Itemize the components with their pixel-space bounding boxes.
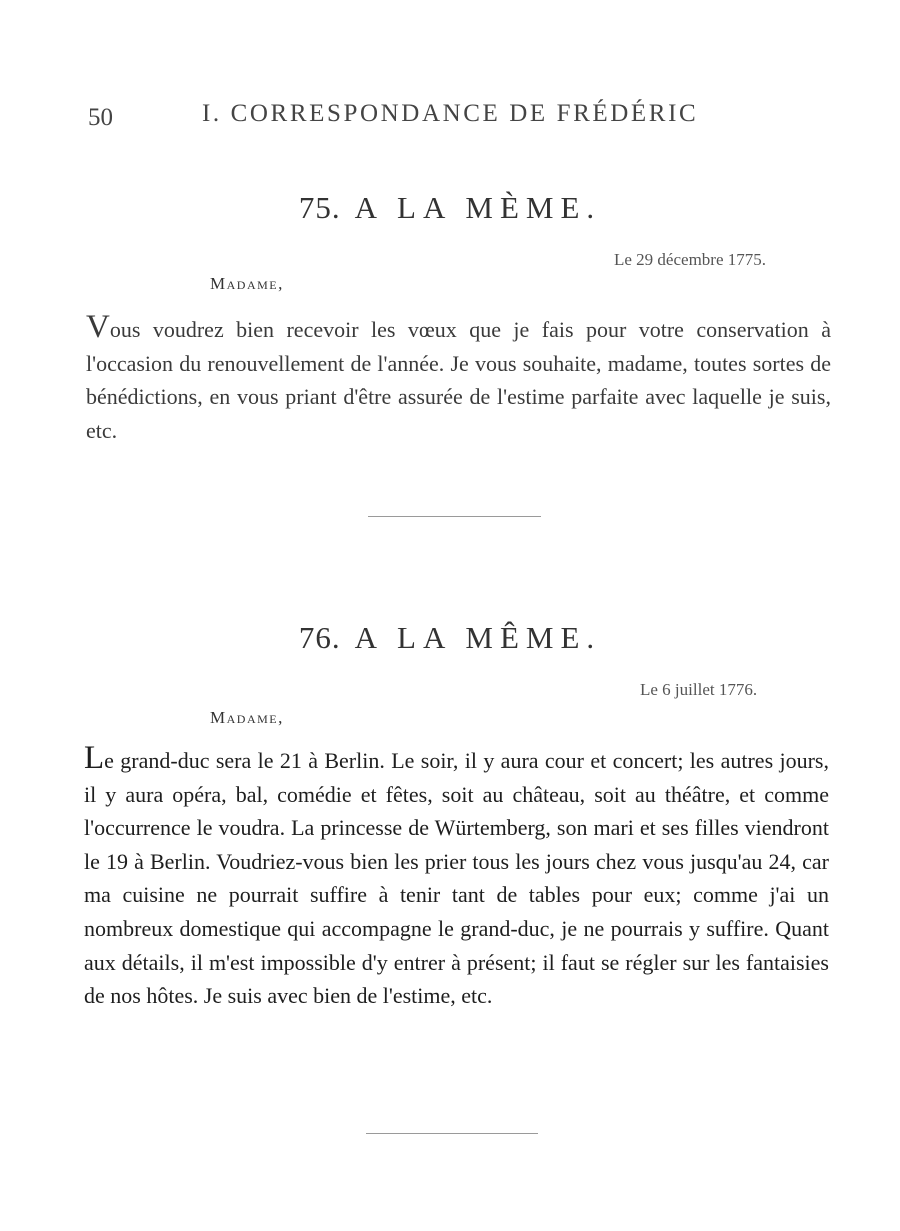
letter-number: 75.: [298, 190, 341, 225]
separator-rule: [368, 516, 541, 517]
page-number: 50: [88, 104, 113, 131]
letter-heading-76: [0, 620, 900, 656]
separator-rule: [366, 1133, 538, 1134]
letter-body-75: Vous voudrez bien recevoir les vœux que je fais pour votre conservation à l'occasion du renouvellement de l'année. Je vous souhaite, madame, toutes sortes de bénédictions, en vous priant d'être assurée de l'estime parfaite avec laquelle je suis, etc.: [86, 309, 831, 444]
letter-number: 76.: [298, 620, 341, 655]
letter-title: A LA MÊME.: [354, 620, 602, 655]
running-head: [88, 100, 728, 136]
salutation-75: Madame,: [210, 274, 284, 293]
letter-date-76: Le 6 juillet 1776.: [640, 680, 758, 699]
running-head-title: I. CORRESPONDANCE DE FRÉDÉRIC: [202, 100, 699, 127]
letter-date-75: Le 29 décembre 1775.: [614, 250, 766, 269]
letter-body-76: Le grand-duc sera le 21 à Berlin. Le soir, il y aura cour et concert; les autres jours, il y aura opéra, bal, comédie et fêtes, soit au château, soit au théâtre, et comme l'occurrence le voudra. La princesse de Würtemberg, son mari et ses filles viendront le 19 à Berlin. Voudriez-vous bien les prier tous les jours chez vous jusqu'au 24, car ma cuisine ne pourrait suffire à tenir tant de tables pour eux; comme j'ai un nombreux domestique qui accompagne le grand-duc, je ne pourrais y suffire. Quant aux détails, il m'est impossible d'y entrer à présent; il faut se régler sur les fantaisies de nos hôtes. Je suis avec bien de l'estime, etc.: [84, 740, 829, 1009]
letter-title: A LA MÈME.: [354, 190, 602, 225]
letter-heading-75: [0, 190, 900, 226]
salutation-76: Madame,: [210, 708, 284, 727]
